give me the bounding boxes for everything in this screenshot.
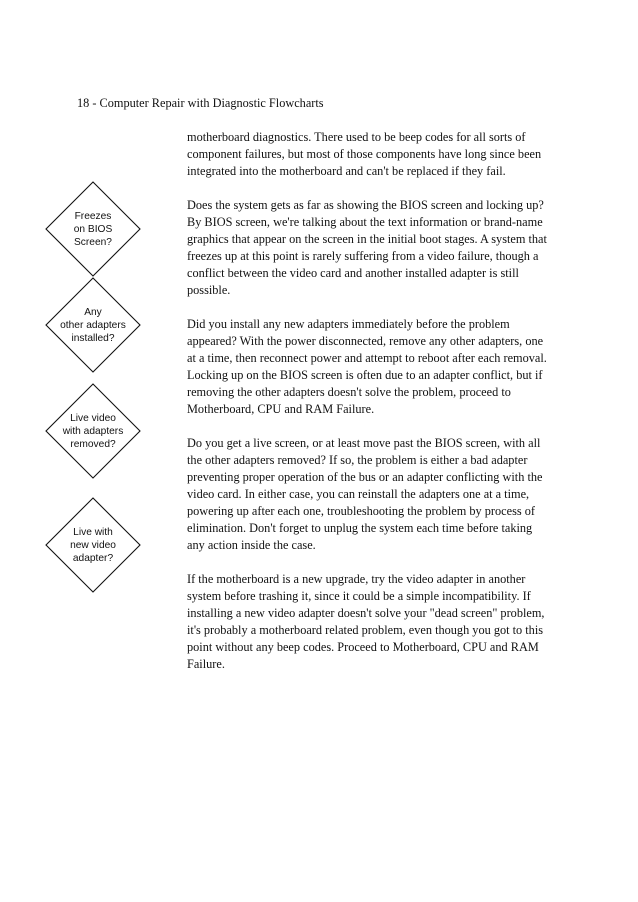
running-header: 18 - Computer Repair with Diagnostic Flowcharts xyxy=(77,96,324,110)
paragraph-live-screen: Do you get a live screen, or at least move past the BIOS screen, with all the other adapters removed? If so, the problem is either a bad adapter preventing proper operation of the bus or an adapter conflicting with the video card. In either case, you can reinstall the adapters one at a time, powering up after each one, troubleshooting the problem by process of elimination. Don't forget to unplug the system each time before taking any action inside the case. xyxy=(187,436,543,552)
paragraph-new-upgrade: If the motherboard is a new upgrade, try the video adapter in another system before trashing it, since it could be a simple incompatibility. If installing a new video adapter doesn't solve your "dead screen" problem, it's probably a motherboard related problem, even though you got to this point without any beep codes. Proceed to Motherboard, CPU and RAM Failure. xyxy=(187,572,545,671)
decision-other-adapters xyxy=(44,276,142,374)
decision-live-video-removed xyxy=(44,382,142,480)
decision-live-new-adapter xyxy=(44,496,142,594)
decision-label: Live with new video adapter? xyxy=(70,526,116,564)
decision-label: Any other adapters installed? xyxy=(60,306,126,344)
paragraph-other-adapters: Did you install any new adapters immediately before the problem appeared? With the power disconnected, remove any other adapters, one at a time, then reconnect power and attempt to reboot after each removal. Locking up on the BIOS screen is often due to an adapter conflict, but if removing the other adapters doesn't solve the problem, proceed to Motherboard, CPU and RAM Failure. xyxy=(187,317,547,416)
paragraph-bios-freeze: Does the system gets as far as showing the BIOS screen and locking up? By BIOS screen, we're talking about the text information or brand-name graphics that appear on the screen in the initial boot stages. A system that freezes up at this point is rarely suffering from a video failure, though a conflict between the video card and another installed adapter is still possible. xyxy=(187,198,547,297)
decision-label: Live video with adapters removed? xyxy=(62,412,124,450)
decision-freezes-on-bios xyxy=(44,180,142,278)
decision-label: Freezes on BIOS Screen? xyxy=(73,210,113,248)
body-text xyxy=(187,129,549,673)
paragraph-motherboard-diagnostics: motherboard diagnostics. There used to be beep codes for all sorts of component failures, but most of those components have long since been integrated into the motherboard and can't be replaced if they fail. xyxy=(187,130,542,178)
